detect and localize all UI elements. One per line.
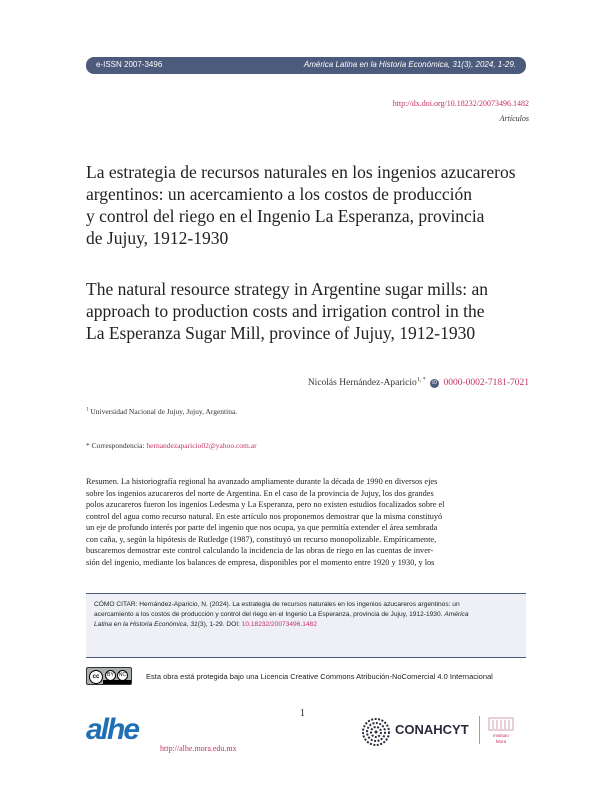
journal-header-band [86, 57, 526, 74]
attribution-icon: BY [105, 670, 116, 681]
license-text: Esta obra está protegida bajo una Licencia Creative Commons Atribución-NoComercial 4.0 Internacional [146, 672, 493, 681]
citation-box [86, 593, 526, 658]
citation-journal-italic: Latina en la Historia Económica, 31 [94, 621, 198, 628]
issn-label: e-ISSN 2007-3496 [96, 60, 163, 69]
affiliation-mark: 1 [86, 407, 89, 413]
citation-line: CÓMO CITAR: Hernández-Aparicio, N. (2024). La estrategia de recursos naturales en los ingenios azucareros argentinos: un [94, 601, 460, 608]
title-line: y control del riego en el Ingenio La Esperanza, provincia [86, 206, 485, 226]
correspondence-email-link[interactable]: hernandezaparicio02@yahoo.com.ar [146, 441, 257, 450]
author-marks: 1, * [416, 377, 426, 383]
journal-citation-label: América Latina en la Historia Económica, 31(3), 2024, 1-29. [303, 60, 516, 69]
title-english [86, 278, 526, 344]
title-spanish [86, 161, 526, 249]
page-number: 1 [300, 708, 305, 719]
section-label: Artículos [499, 114, 529, 123]
instituto-mora-logo-icon [487, 716, 515, 746]
citation-doi-link[interactable]: 10.18232/20073496.1482 [241, 621, 317, 628]
orcid-link[interactable]: 0000-0002-7181-7021 [443, 378, 529, 389]
cc-license-badge-icon[interactable] [86, 667, 132, 685]
affiliation [86, 407, 237, 416]
title-line: The natural resource strategy in Argentine sugar mills: an [86, 279, 489, 299]
conahcyt-emblem-icon [361, 717, 391, 747]
abstract [86, 476, 526, 568]
correspondence [86, 441, 257, 450]
title-line: argentinos: un acercamiento a los costos de producción [86, 184, 473, 204]
doi-link[interactable]: http://dx.doi.org/10.18232/20073496.1482 [392, 99, 529, 108]
title-line: La estrategia de recursos naturales en los ingenios azucareros [86, 162, 516, 182]
citation-line [94, 610, 469, 620]
cc-badge-bar [103, 680, 131, 684]
alhe-logo: alhe [86, 713, 139, 746]
mora-logo-top-text: Instituto [493, 733, 509, 738]
title-line: La Esperanza Sugar Mill, province of Jujuy, 1912-1930 [86, 323, 476, 343]
citation-line-text: acercamiento a los costos de producción y control del riego en el Ingenio La Esperanza, provincia de Jujuy, 1912-1930. [94, 611, 443, 618]
conahcyt-logo: CONAHCYT [395, 722, 469, 737]
orcid-icon[interactable]: iD [430, 379, 439, 388]
citation-line-text: (3), 1-29. DOI: [197, 621, 240, 628]
abstract-line: Resumen. La historiografía regional ha avanzado ampliamente durante la década de 1990 en diversos ejes [86, 477, 438, 486]
noncommercial-icon: NC [117, 670, 128, 681]
correspondence-label: * Correspondencia: [86, 441, 145, 450]
abstract-line: control del agua como recurso natural. En este artículo nos proponemos demostrar que la misma constituyó [86, 511, 443, 521]
citation-journal-italic: América [444, 611, 469, 618]
abstract-line: sión del ingenio, mediante los balances de empresa, disponibles por el momento entre 1920 y 1930, y los [86, 557, 435, 567]
site-url-link[interactable]: http://alhe.mora.edu.mx [160, 744, 237, 753]
abstract-line: sobre los ingenios azucareros del norte de Argentina. En el caso de la provincia de Jujuy, los dos grandes [86, 488, 434, 498]
author-name: Nicolás Hernández-Aparicio [307, 378, 417, 389]
abstract-line: con caña, y, según la hipótesis de Rutledge (1987), constituyó un recurso monopolizable. Empíricamente, [86, 534, 437, 544]
title-line: approach to production costs and irrigation control in the [86, 301, 485, 321]
author-line [308, 377, 529, 388]
logo-divider [479, 716, 480, 744]
cc-icon: cc [89, 670, 103, 684]
affiliation-text: Universidad Nacional de Jujuy, Jujuy, Argentina. [90, 407, 238, 416]
title-line: de Jujuy, 1912-1930 [86, 228, 229, 248]
citation-line [94, 620, 469, 630]
abstract-line: polos azucareros fueron los ingenios Ledesma y La Esperanza, pero no existen estudios focalizados sobre el [86, 500, 445, 509]
abstract-line: buscaremos demostrar este control calculando la incidencia de las obras de riego en las cuentas de inver- [86, 546, 434, 555]
abstract-line: un eje de profundo interés por parte del ingenio que nos ocupa, ya que permitía extender el área sembrada [86, 523, 438, 532]
mora-logo-bottom-text: Mora [495, 739, 507, 744]
